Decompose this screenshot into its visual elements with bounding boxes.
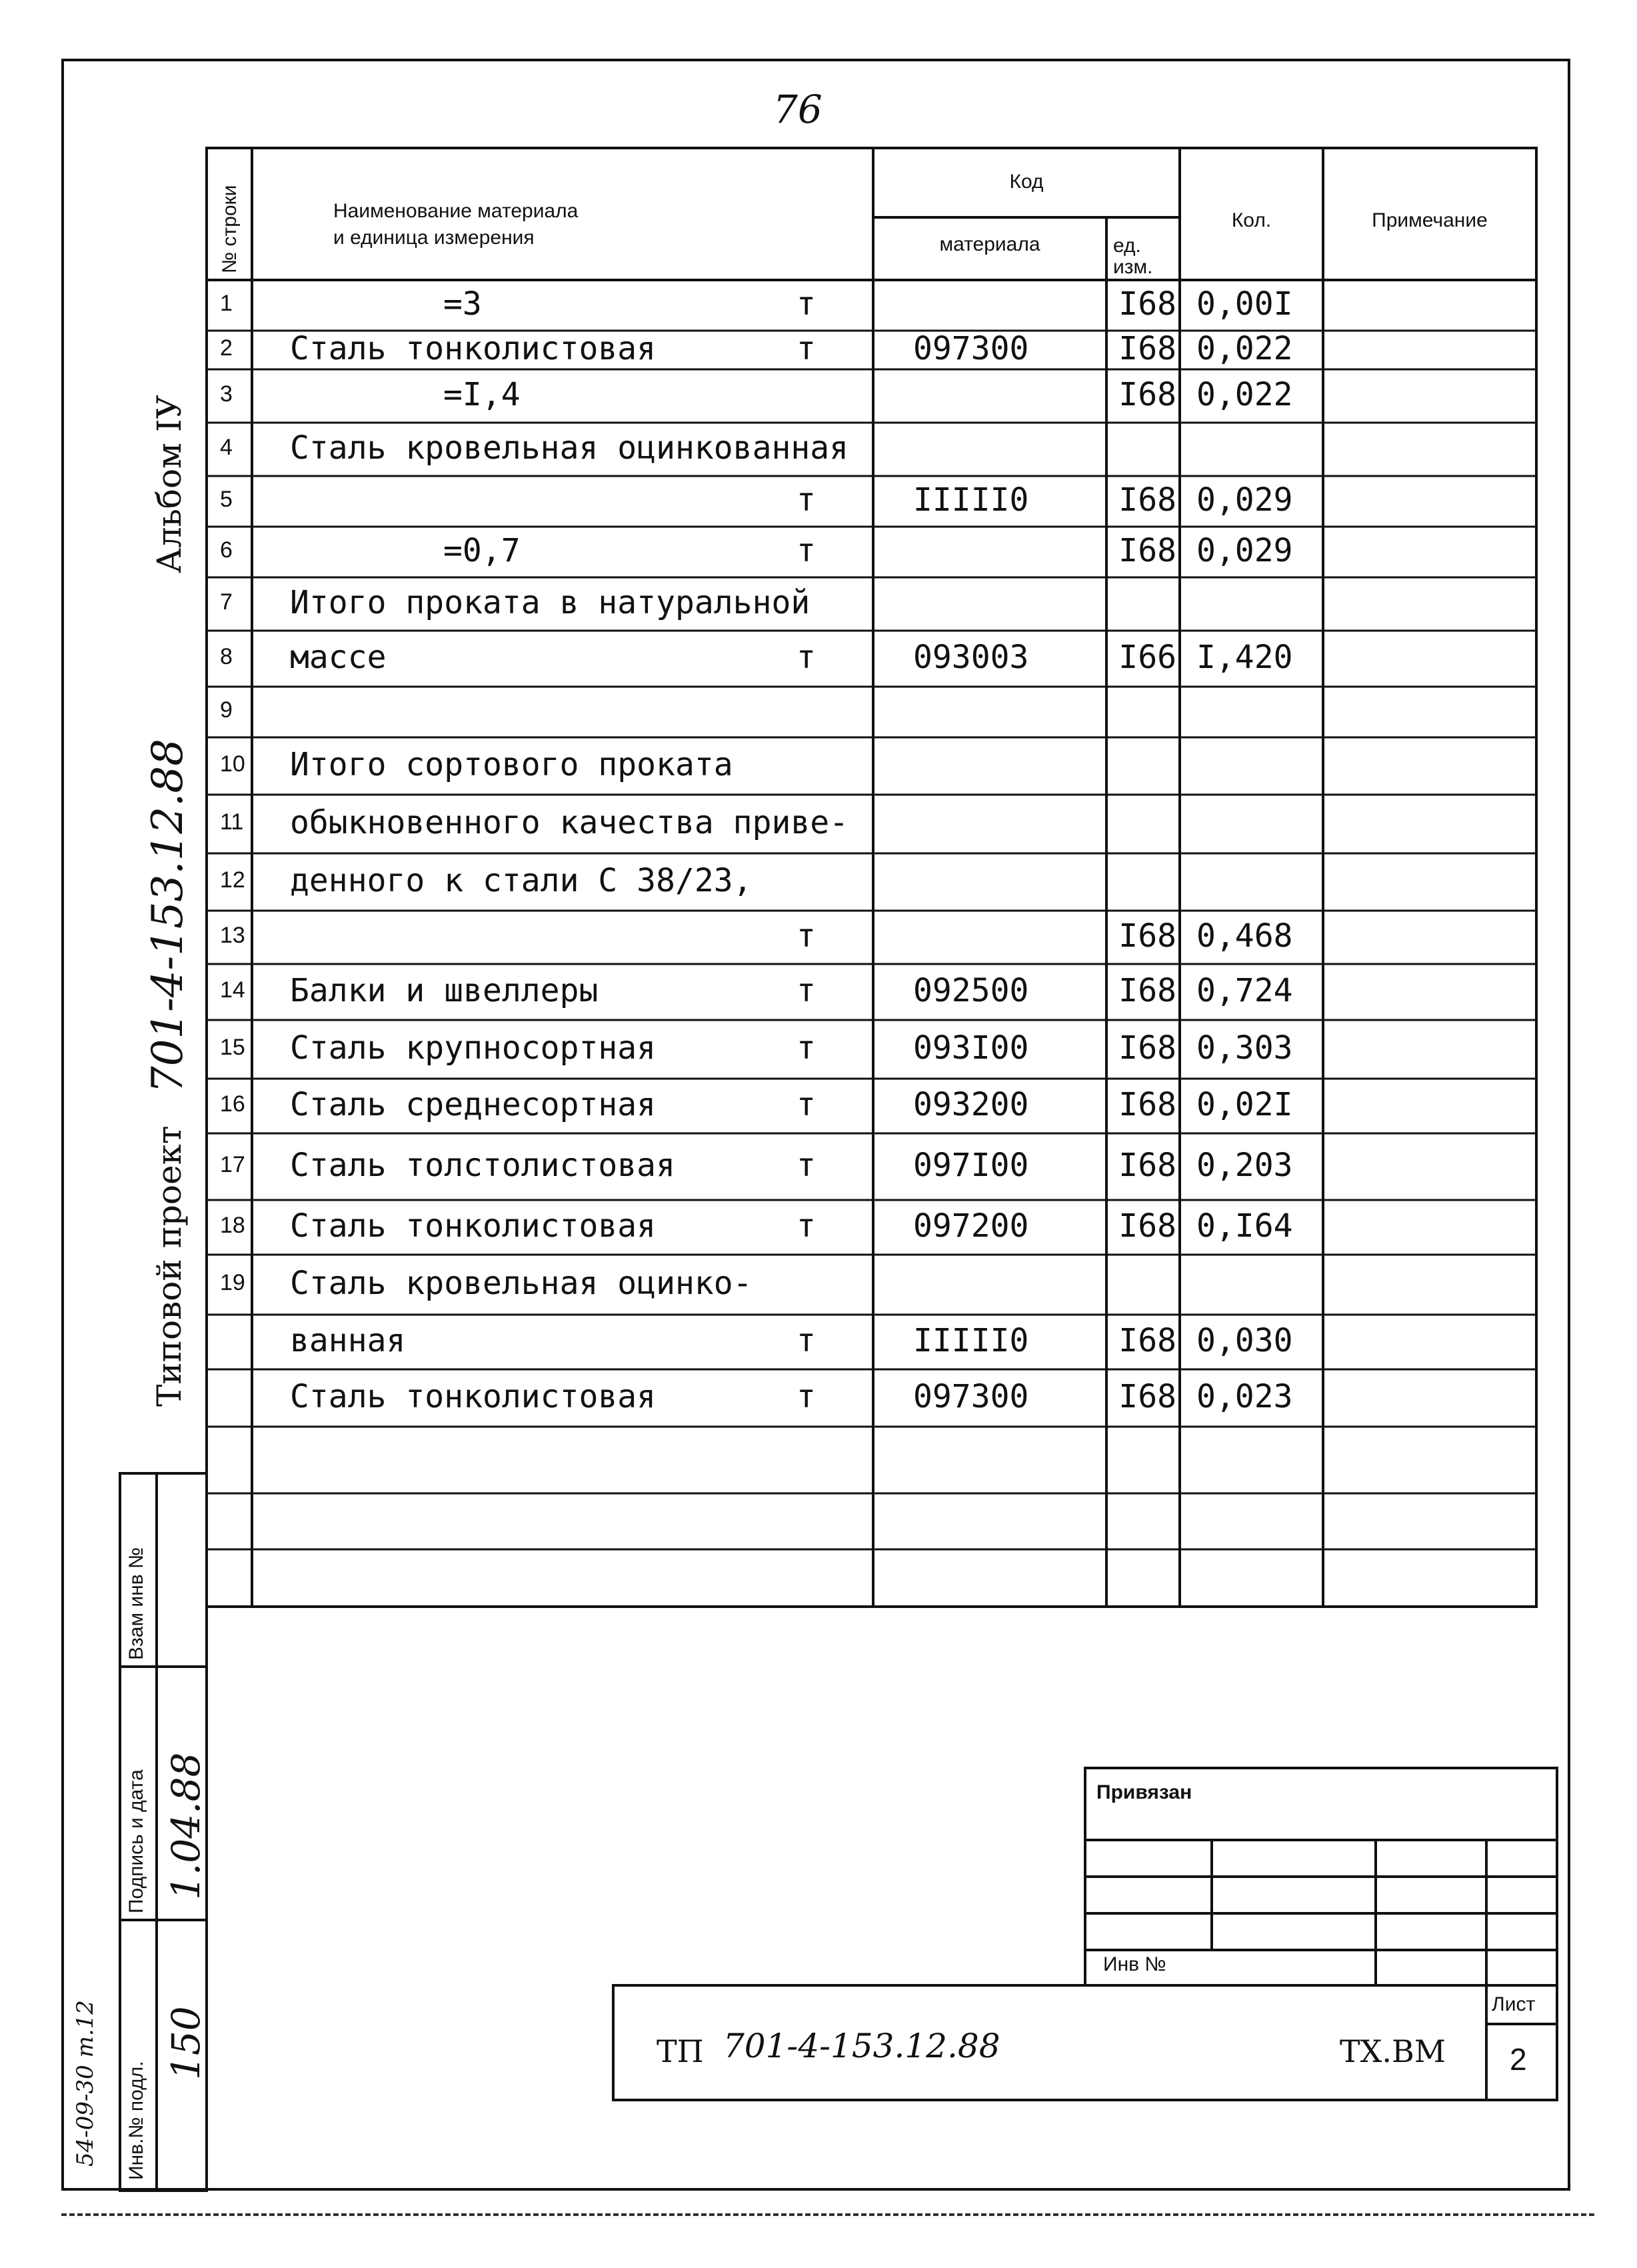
unit-code: I68	[1118, 330, 1176, 367]
row-number: 11	[220, 809, 244, 835]
inv-handwritten: 150	[163, 2006, 209, 2080]
margin-code: 54-09-30 т.12	[72, 2000, 99, 2167]
row-number: 1	[220, 291, 233, 316]
unit-code: I68	[1118, 1147, 1176, 1184]
unit-label: т	[797, 972, 816, 1009]
row-number: 7	[220, 589, 233, 615]
quantity: 0,724	[1196, 972, 1293, 1009]
unit-label: т	[797, 330, 816, 367]
quantity: 0,029	[1196, 481, 1293, 519]
tp-prefix: ТП	[657, 2033, 704, 2069]
material-code: 097300	[913, 330, 1029, 367]
unit-label: т	[797, 1378, 816, 1415]
material-code: IIIII0	[913, 1322, 1029, 1359]
unit-label: т	[797, 1086, 816, 1123]
page-number: 76	[773, 87, 822, 132]
inv-label: Инв №	[1103, 1953, 1166, 1975]
unit-label: т	[797, 481, 816, 519]
unit-code: I68	[1118, 1207, 1176, 1245]
row-number: 5	[220, 487, 233, 512]
quantity: 0,022	[1196, 376, 1293, 413]
header-unit-2: изм.	[1113, 256, 1153, 278]
quantity: 0,030	[1196, 1322, 1293, 1359]
unit-label: т	[797, 532, 816, 569]
material-name: обыкновенного качества приве-	[290, 804, 849, 841]
unit-code: I68	[1118, 1086, 1176, 1123]
material-name: Сталь тонколистовая	[290, 1378, 657, 1415]
unit-code: I66	[1118, 639, 1176, 676]
material-code: 092500	[913, 972, 1029, 1009]
row-number: 12	[220, 867, 245, 893]
quantity: 0,I64	[1196, 1207, 1293, 1245]
bottom-cut-line	[61, 2213, 1594, 2216]
quantity: 0,029	[1196, 532, 1293, 569]
material-name: массе	[290, 639, 387, 676]
quantity: 0,203	[1196, 1147, 1293, 1184]
stamp-replace: Взам инв №	[125, 1547, 147, 1660]
row-number: 10	[220, 751, 245, 777]
material-name: Сталь толстолистовая	[290, 1147, 675, 1184]
header-name-line2: и единица измерения	[333, 227, 535, 249]
unit-code: I68	[1118, 1322, 1176, 1359]
header-code: Код	[1009, 171, 1044, 193]
material-name: Балки и швеллеры	[290, 972, 599, 1009]
material-name: =3	[443, 285, 482, 323]
unit-label: т	[797, 1207, 816, 1245]
material-name: ванная	[290, 1322, 406, 1359]
material-code: 093I00	[913, 1029, 1029, 1067]
unit-label: т	[797, 1029, 816, 1067]
unit-label: т	[797, 1322, 816, 1359]
row-number: 15	[220, 1035, 245, 1060]
material-name: Итого сортового проката	[290, 746, 733, 783]
unit-label: т	[797, 1147, 816, 1184]
unit-code: I68	[1118, 481, 1176, 519]
quantity: 0,303	[1196, 1029, 1293, 1067]
unit-code: I68	[1118, 376, 1176, 413]
material-code: 097300	[913, 1378, 1029, 1415]
sign-date-handwritten: 1.04.88	[163, 1752, 209, 1900]
header-row-no: № строки	[219, 185, 241, 273]
material-name: Сталь крупносортная	[290, 1029, 657, 1067]
material-name: Сталь кровельная оцинкованная	[290, 429, 849, 467]
row-number: 16	[220, 1091, 245, 1117]
unit-code: I68	[1118, 917, 1176, 955]
material-name: Сталь тонколистовая	[290, 330, 657, 367]
stamp-inv: Инв.№ подл.	[125, 2061, 147, 2180]
unit-label: т	[797, 639, 816, 676]
unit-label: т	[797, 285, 816, 323]
quantity: 0,00I	[1196, 285, 1293, 323]
quantity: 0,02I	[1196, 1086, 1293, 1123]
row-number: 18	[220, 1213, 245, 1238]
typical-project-label: Типовой проект	[150, 1125, 189, 1407]
material-code: 097200	[913, 1207, 1029, 1245]
material-name: Сталь кровельная оцинко-	[290, 1265, 753, 1302]
row-number: 17	[220, 1152, 245, 1177]
quantity: I,420	[1196, 639, 1293, 676]
tied-label: Привязан	[1096, 1781, 1192, 1803]
material-name: =0,7	[443, 532, 521, 569]
header-material: материала	[939, 233, 1040, 255]
title-project-code: 701-4-153.12.88	[723, 2027, 1000, 2065]
header-unit-1: ед.	[1113, 235, 1141, 257]
row-number: 2	[220, 335, 233, 361]
header-name-line1: Наименование материала	[333, 200, 579, 222]
material-name: Сталь тонколистовая	[290, 1207, 657, 1245]
unit-label: т	[797, 917, 816, 955]
doc-code: ТХ.ВМ	[1340, 2033, 1446, 2069]
quantity: 0,022	[1196, 330, 1293, 367]
material-name: денного к стали С 38/23,	[290, 862, 753, 899]
row-number: 19	[220, 1270, 245, 1295]
stamp-sign: Подпись и дата	[125, 1769, 147, 1913]
material-name: Сталь среднесортная	[290, 1086, 657, 1123]
album-label: Альбом IУ	[150, 395, 189, 573]
material-code: 093003	[913, 639, 1029, 676]
header-note: Примечание	[1372, 209, 1488, 231]
quantity: 0,468	[1196, 917, 1293, 955]
row-number: 4	[220, 435, 233, 460]
row-number: 8	[220, 644, 233, 669]
header-qty: Кол.	[1231, 209, 1272, 231]
material-name: Итого проката в натуральной	[290, 584, 811, 621]
quantity: 0,023	[1196, 1378, 1293, 1415]
row-number: 6	[220, 537, 233, 563]
sheet-label: Лист	[1492, 1993, 1536, 2015]
material-code: 097I00	[913, 1147, 1029, 1184]
material-code: IIIII0	[913, 481, 1029, 519]
material-code: 093200	[913, 1086, 1029, 1123]
unit-code: I68	[1118, 1378, 1176, 1415]
unit-code: I68	[1118, 285, 1176, 323]
row-number: 13	[220, 923, 245, 948]
row-number: 3	[220, 381, 233, 407]
sheet-number: 2	[1510, 2042, 1527, 2077]
row-number: 14	[220, 977, 245, 1003]
project-code-handwritten: 701-4-153.12.88	[143, 739, 193, 1093]
row-number: 9	[220, 697, 233, 723]
material-name: =I,4	[443, 376, 521, 413]
unit-code: I68	[1118, 1029, 1176, 1067]
unit-code: I68	[1118, 972, 1176, 1009]
unit-code: I68	[1118, 532, 1176, 569]
